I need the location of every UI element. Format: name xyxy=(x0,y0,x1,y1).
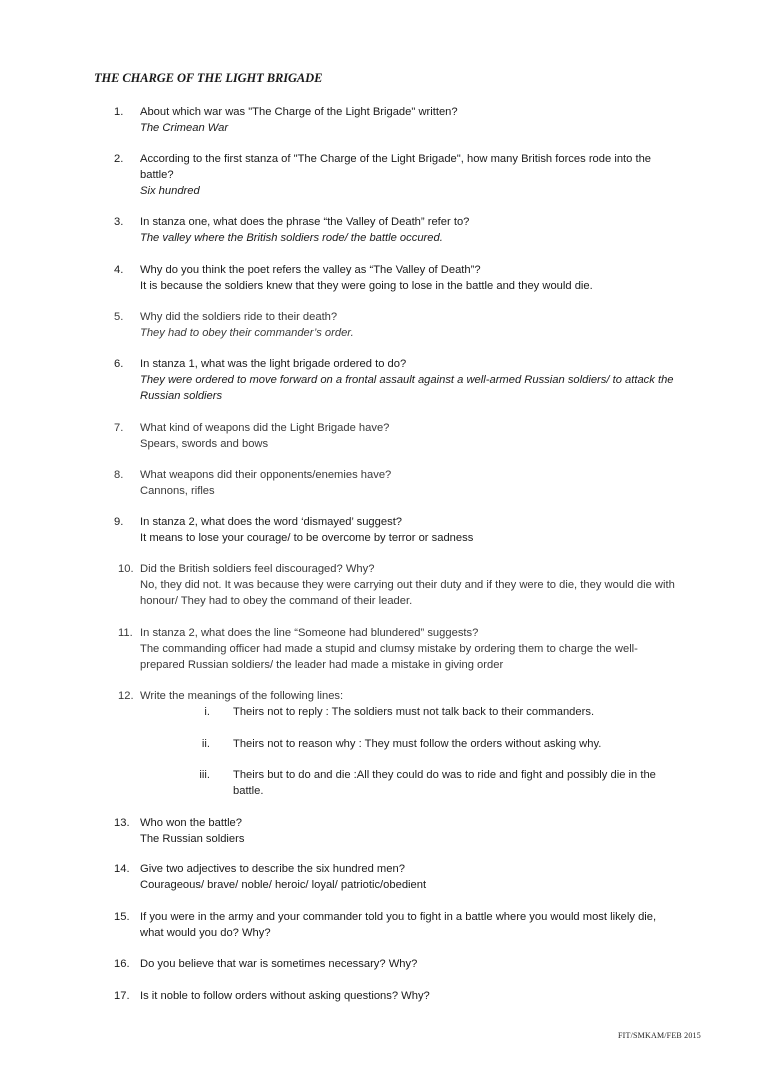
roman-numeral: iii. xyxy=(199,769,210,781)
answer-text: Six hundred xyxy=(140,185,200,197)
answer-text: It means to lose your courage/ to be overcome by terror or sadness xyxy=(140,532,474,544)
answer-text: Spears, swords and bows xyxy=(140,438,269,450)
question-text: Do you believe that war is sometimes necessary? Why? xyxy=(140,958,418,970)
question-number: 4. xyxy=(114,264,124,276)
answer-text: The valley where the British soldiers rode/ the battle occured. xyxy=(140,232,443,244)
document-title: THE CHARGE OF THE LIGHT BRIGADE xyxy=(94,71,323,85)
question-text: Who won the battle? xyxy=(140,817,242,829)
question-text: Give two adjectives to describe the six hundred men? xyxy=(140,863,405,875)
roman-numeral: i. xyxy=(204,706,210,718)
answer-text: The Crimean War xyxy=(140,122,229,134)
question-text: If you were in the army and your commander told you to fight in a battle where you would most likely die, what would you do? Why? xyxy=(140,911,657,939)
question-text: What weapons did their opponents/enemies have? xyxy=(140,469,392,481)
sub-item-text: Theirs but to do and die :All they could do was to ride and fight and possibly die in the battle. xyxy=(233,769,656,797)
answer-text: They were ordered to move forward on a frontal assault against a well-armed Russian soldiers/ to attack the Russian soldiers xyxy=(140,374,674,402)
question-number: 9. xyxy=(114,516,124,528)
question-text: In stanza one, what does the phrase “the Valley of Death” refer to? xyxy=(140,216,470,228)
answer-text: No, they did not. It was because they were carrying out their duty and if they were to die, they would die with honour/ They had to obey the command of their leader. xyxy=(140,579,675,607)
question-text: Write the meanings of the following lines: xyxy=(140,690,344,702)
sub-item-text: Theirs not to reply : The soldiers must not talk back to their commanders. xyxy=(233,706,595,718)
question-number: 17. xyxy=(114,990,130,1002)
sub-item-text: Theirs not to reason why : They must follow the orders without asking why. xyxy=(233,738,602,750)
page-footer: FIT/SMKAM/FEB 2015 xyxy=(618,1031,701,1040)
question-number: 13. xyxy=(114,817,130,829)
question-text: Why do you think the poet refers the valley as “The Valley of Death”? xyxy=(140,264,481,276)
question-number: 11. xyxy=(118,627,133,639)
question-number: 3. xyxy=(114,216,124,228)
question-text: About which war was "The Charge of the Light Brigade" written? xyxy=(140,106,458,118)
question-number: 5. xyxy=(114,311,124,323)
question-text: Did the British soldiers feel discouraged? Why? xyxy=(140,563,375,575)
question-number: 10. xyxy=(118,563,134,575)
answer-text: It is because the soldiers knew that they were going to lose in the battle and they would die. xyxy=(140,280,593,292)
answer-text: Courageous/ brave/ noble/ heroic/ loyal/ patriotic/obedient xyxy=(140,879,427,891)
question-text: Is it noble to follow orders without asking questions? Why? xyxy=(140,990,430,1002)
question-number: 12. xyxy=(118,690,134,702)
answer-text: The commanding officer had made a stupid and clumsy mistake by ordering them to charge the well-prepared Russian soldiers/ the leader had made a mistake in giving order xyxy=(140,643,638,671)
question-number: 8. xyxy=(114,469,124,481)
question-number: 1. xyxy=(114,106,124,118)
question-number: 6. xyxy=(114,358,124,370)
question-number: 2. xyxy=(114,153,124,165)
roman-numeral: ii. xyxy=(201,738,210,750)
question-number: 15. xyxy=(114,911,130,923)
question-text: In stanza 2, what does the word ‘dismayed’ suggest? xyxy=(140,516,403,528)
question-text: What kind of weapons did the Light Brigade have? xyxy=(140,422,390,434)
question-number: 16. xyxy=(114,958,130,970)
answer-text: The Russian soldiers xyxy=(140,833,245,845)
question-text: In stanza 1, what was the light brigade ordered to do? xyxy=(140,358,407,370)
question-text: Why did the soldiers ride to their death? xyxy=(140,311,338,323)
question-number: 14. xyxy=(114,863,130,875)
question-text: In stanza 2, what does the line “Someone had blundered” suggests? xyxy=(140,627,479,639)
question-number: 7. xyxy=(114,422,124,434)
answer-text: They had to obey their commander’s order. xyxy=(140,327,354,339)
question-text: According to the first stanza of "The Charge of the Light Brigade", how many British forces rode into the battle? xyxy=(140,153,652,181)
answer-text: Cannons, rifles xyxy=(140,485,215,497)
